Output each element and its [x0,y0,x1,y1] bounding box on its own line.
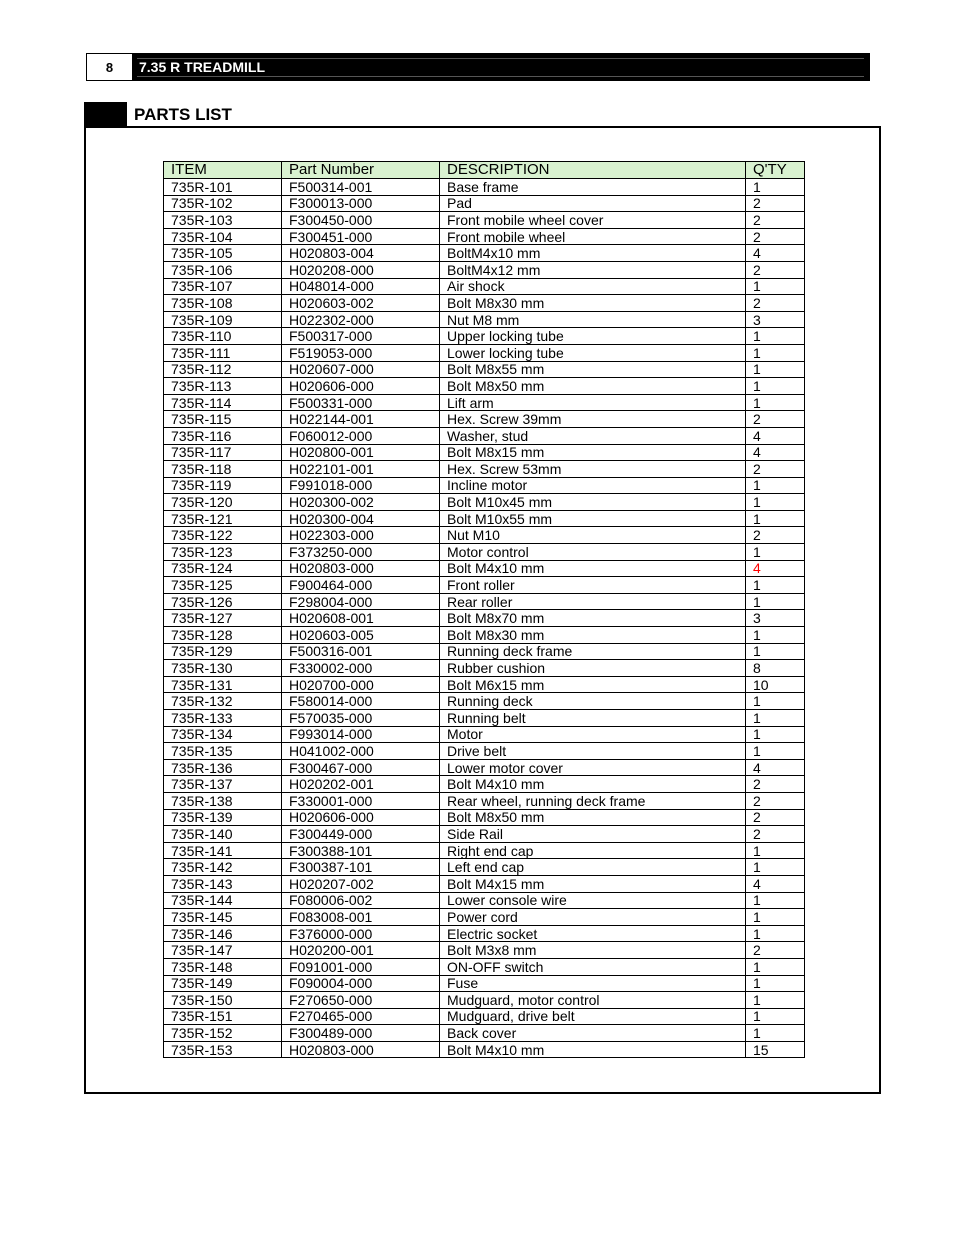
cell-item: 735R-137 [164,776,282,793]
cell-part-number: H020603-005 [282,627,440,644]
cell-item: 735R-142 [164,859,282,876]
cell-part-number: H020606-000 [282,809,440,826]
cell-part-number: H022302-000 [282,311,440,328]
cell-part-number: H020700-000 [282,676,440,693]
column-header-description: DESCRIPTION [440,162,746,179]
cell-item: 735R-128 [164,627,282,644]
cell-item: 735R-143 [164,875,282,892]
cell-description: Incline motor [440,477,746,494]
cell-description: Electric socket [440,925,746,942]
cell-part-number: F373250-000 [282,544,440,561]
cell-item: 735R-134 [164,726,282,743]
cell-qty: 2 [746,527,805,544]
cell-description: BoltM4x12 mm [440,261,746,278]
cell-qty: 1 [746,494,805,511]
cell-description: Running deck frame [440,643,746,660]
cell-description: Bolt M4x10 mm [440,776,746,793]
cell-description: Running deck [440,693,746,710]
cell-item: 735R-151 [164,1008,282,1025]
cell-part-number: H022101-001 [282,461,440,478]
cell-item: 735R-121 [164,510,282,527]
cell-description: Hex. Screw 53mm [440,461,746,478]
table-row [164,311,805,328]
cell-part-number: H020208-000 [282,261,440,278]
table-row [164,444,805,461]
header-title-bar [133,53,870,81]
table-row [164,494,805,511]
cell-item: 735R-144 [164,892,282,909]
table-row [164,510,805,527]
cell-qty: 1 [746,577,805,594]
table-row [164,859,805,876]
table-row [164,975,805,992]
cell-part-number: F270465-000 [282,1008,440,1025]
cell-part-number: F300467-000 [282,759,440,776]
cell-qty: 2 [746,776,805,793]
table-row [164,477,805,494]
cell-item: 735R-102 [164,195,282,212]
cell-qty: 2 [746,411,805,428]
cell-qty: 1 [746,992,805,1009]
cell-description: Washer, stud [440,427,746,444]
cell-item: 735R-118 [164,461,282,478]
cell-description: Fuse [440,975,746,992]
section-title: PARTS LIST [134,105,232,124]
cell-description: Lower locking tube [440,344,746,361]
table-row [164,344,805,361]
table-row [164,743,805,760]
cell-item: 735R-141 [164,842,282,859]
table-row [164,776,805,793]
cell-part-number: F500316-001 [282,643,440,660]
table-row [164,842,805,859]
cell-description: Nut M10 [440,527,746,544]
cell-qty: 1 [746,179,805,196]
cell-qty: 1 [746,593,805,610]
cell-description: Running belt [440,710,746,727]
cell-item: 735R-135 [164,743,282,760]
table-row [164,826,805,843]
cell-part-number: H020803-000 [282,560,440,577]
cell-item: 735R-105 [164,245,282,262]
column-header-item: ITEM [164,162,282,179]
cell-description: Bolt M8x50 mm [440,809,746,826]
cell-description: Rear roller [440,593,746,610]
table-row [164,676,805,693]
cell-item: 735R-111 [164,344,282,361]
table-row [164,875,805,892]
cell-item: 735R-114 [164,394,282,411]
cell-part-number: F500314-001 [282,179,440,196]
cell-part-number: F900464-000 [282,577,440,594]
cell-item: 735R-113 [164,378,282,395]
cell-item: 735R-120 [164,494,282,511]
cell-description: Bolt M8x15 mm [440,444,746,461]
table-row [164,726,805,743]
cell-qty: 4 [746,560,805,577]
cell-part-number: F519053-000 [282,344,440,361]
cell-description: Bolt M10x45 mm [440,494,746,511]
table-row [164,643,805,660]
table-row [164,809,805,826]
cell-item: 735R-130 [164,660,282,677]
cell-item: 735R-107 [164,278,282,295]
table-row [164,942,805,959]
cell-qty: 1 [746,510,805,527]
cell-part-number: H020603-002 [282,295,440,312]
parts-table-header [164,162,805,179]
cell-item: 735R-104 [164,228,282,245]
cell-description: Hex. Screw 39mm [440,411,746,428]
cell-qty: 2 [746,228,805,245]
cell-description: Drive belt [440,743,746,760]
cell-qty: 1 [746,842,805,859]
cell-item: 735R-152 [164,1025,282,1042]
cell-description: Bolt M4x15 mm [440,875,746,892]
cell-qty: 1 [746,909,805,926]
cell-part-number: H041002-000 [282,743,440,760]
cell-part-number: F080006-002 [282,892,440,909]
header-row [164,162,805,179]
cell-qty: 1 [746,328,805,345]
cell-qty: 1 [746,892,805,909]
cell-item: 735R-110 [164,328,282,345]
cell-description: Base frame [440,179,746,196]
cell-part-number: F300449-000 [282,826,440,843]
cell-qty: 1 [746,975,805,992]
cell-part-number: H020608-001 [282,610,440,627]
column-header-qty: Q'TY [746,162,805,179]
table-row [164,328,805,345]
cell-part-number: F300013-000 [282,195,440,212]
cell-description: Side Rail [440,826,746,843]
cell-part-number: H020800-001 [282,444,440,461]
cell-description: Bolt M8x50 mm [440,378,746,395]
cell-description: Bolt M8x30 mm [440,295,746,312]
cell-description: Rear wheel, running deck frame [440,792,746,809]
cell-description: Lift arm [440,394,746,411]
cell-item: 735R-153 [164,1041,282,1058]
cell-description: Left end cap [440,859,746,876]
cell-item: 735R-109 [164,311,282,328]
cell-part-number: H020202-001 [282,776,440,793]
table-row [164,610,805,627]
cell-item: 735R-112 [164,361,282,378]
cell-item: 735R-131 [164,676,282,693]
parts-table-body [164,179,805,1058]
table-row [164,560,805,577]
table-row [164,261,805,278]
table-row [164,992,805,1009]
cell-item: 735R-139 [164,809,282,826]
cell-description: Bolt M10x55 mm [440,510,746,527]
cell-description: Bolt M4x10 mm [440,560,746,577]
cell-part-number: F298004-000 [282,593,440,610]
table-row [164,909,805,926]
cell-description: Bolt M8x70 mm [440,610,746,627]
cell-qty: 4 [746,875,805,892]
cell-part-number: F993014-000 [282,726,440,743]
cell-part-number: F300450-000 [282,212,440,229]
table-row [164,278,805,295]
cell-part-number: H020606-000 [282,378,440,395]
cell-qty: 1 [746,958,805,975]
cell-item: 735R-149 [164,975,282,992]
cell-qty: 1 [746,859,805,876]
table-row [164,958,805,975]
cell-item: 735R-129 [164,643,282,660]
cell-part-number: F570035-000 [282,710,440,727]
cell-qty: 1 [746,544,805,561]
cell-part-number: F500317-000 [282,328,440,345]
cell-part-number: F376000-000 [282,925,440,942]
cell-item: 735R-140 [164,826,282,843]
cell-item: 735R-145 [164,909,282,926]
cell-description: Front roller [440,577,746,594]
table-row [164,378,805,395]
section-marker [84,102,127,127]
table-row [164,759,805,776]
cell-item: 735R-108 [164,295,282,312]
table-row [164,693,805,710]
table-row [164,461,805,478]
cell-item: 735R-148 [164,958,282,975]
cell-part-number: H020200-001 [282,942,440,959]
cell-item: 735R-126 [164,593,282,610]
cell-qty: 1 [746,1008,805,1025]
cell-item: 735R-127 [164,610,282,627]
table-row [164,660,805,677]
cell-description: Air shock [440,278,746,295]
cell-qty: 1 [746,477,805,494]
cell-qty: 1 [746,743,805,760]
cell-qty: 2 [746,295,805,312]
cell-description: Front mobile wheel [440,228,746,245]
cell-qty: 8 [746,660,805,677]
cell-description: Bolt M8x55 mm [440,361,746,378]
cell-item: 735R-106 [164,261,282,278]
column-header-part-number: Part Number [282,162,440,179]
cell-qty: 4 [746,444,805,461]
cell-qty: 1 [746,1025,805,1042]
cell-qty: 4 [746,427,805,444]
table-row [164,1008,805,1025]
cell-item: 735R-136 [164,759,282,776]
cell-item: 735R-101 [164,179,282,196]
cell-part-number: F300388-101 [282,842,440,859]
cell-part-number: H020607-000 [282,361,440,378]
table-row [164,228,805,245]
cell-qty: 1 [746,278,805,295]
cell-part-number: H048014-000 [282,278,440,295]
cell-item: 735R-119 [164,477,282,494]
cell-qty: 15 [746,1041,805,1058]
cell-qty: 1 [746,394,805,411]
table-row [164,892,805,909]
cell-part-number: H022303-000 [282,527,440,544]
cell-qty: 3 [746,610,805,627]
cell-description: Rubber cushion [440,660,746,677]
cell-description: Bolt M4x10 mm [440,1041,746,1058]
cell-qty: 1 [746,627,805,644]
table-row [164,427,805,444]
cell-qty: 1 [746,726,805,743]
table-row [164,593,805,610]
cell-item: 735R-124 [164,560,282,577]
table-row [164,544,805,561]
table-row [164,212,805,229]
cell-part-number: H020803-000 [282,1041,440,1058]
cell-part-number: F090004-000 [282,975,440,992]
cell-item: 735R-123 [164,544,282,561]
cell-description: Lower motor cover [440,759,746,776]
cell-qty: 2 [746,809,805,826]
table-row [164,179,805,196]
table-row [164,925,805,942]
cell-qty: 3 [746,311,805,328]
cell-item: 735R-116 [164,427,282,444]
cell-part-number: F580014-000 [282,693,440,710]
cell-part-number: H020300-004 [282,510,440,527]
cell-part-number: F300489-000 [282,1025,440,1042]
parts-table [163,161,805,1058]
cell-item: 735R-132 [164,693,282,710]
cell-qty: 1 [746,643,805,660]
cell-item: 735R-146 [164,925,282,942]
cell-description: Pad [440,195,746,212]
cell-qty: 1 [746,693,805,710]
cell-description: Lower console wire [440,892,746,909]
document-title: 7.35 R TREADMILL [139,59,266,75]
cell-description: Nut M8 mm [440,311,746,328]
cell-description: Front mobile wheel cover [440,212,746,229]
cell-description: Mudguard, motor control [440,992,746,1009]
cell-qty: 2 [746,942,805,959]
table-row [164,1025,805,1042]
page-header [86,53,870,81]
cell-part-number: F300451-000 [282,228,440,245]
cell-part-number: F330002-000 [282,660,440,677]
cell-qty: 4 [746,245,805,262]
cell-qty: 2 [746,826,805,843]
cell-description: Motor [440,726,746,743]
table-row [164,627,805,644]
cell-part-number: F091001-000 [282,958,440,975]
cell-qty: 4 [746,759,805,776]
table-row [164,1041,805,1058]
page-number: 8 [86,53,133,81]
cell-item: 735R-117 [164,444,282,461]
cell-qty: 2 [746,261,805,278]
cell-description: Bolt M3x8 mm [440,942,746,959]
table-row [164,710,805,727]
table-row [164,295,805,312]
cell-description: Back cover [440,1025,746,1042]
cell-qty: 1 [746,925,805,942]
cell-part-number: H020300-002 [282,494,440,511]
cell-part-number: H020803-004 [282,245,440,262]
cell-item: 735R-122 [164,527,282,544]
cell-qty: 1 [746,344,805,361]
cell-qty: 2 [746,792,805,809]
cell-description: Upper locking tube [440,328,746,345]
cell-qty: 2 [746,195,805,212]
cell-description: Right end cap [440,842,746,859]
cell-item: 735R-138 [164,792,282,809]
cell-part-number: F300387-101 [282,859,440,876]
cell-part-number: F330001-000 [282,792,440,809]
cell-part-number: F270650-000 [282,992,440,1009]
cell-qty: 1 [746,710,805,727]
cell-item: 735R-115 [164,411,282,428]
table-row [164,195,805,212]
cell-qty: 1 [746,361,805,378]
table-row [164,361,805,378]
table-row [164,411,805,428]
cell-part-number: H020207-002 [282,875,440,892]
cell-description: ON-OFF switch [440,958,746,975]
cell-description: Mudguard, drive belt [440,1008,746,1025]
cell-item: 735R-147 [164,942,282,959]
cell-description: Motor control [440,544,746,561]
cell-part-number: F083008-001 [282,909,440,926]
cell-item: 735R-150 [164,992,282,1009]
cell-description: Bolt M6x15 mm [440,676,746,693]
table-row [164,527,805,544]
table-row [164,245,805,262]
cell-item: 735R-103 [164,212,282,229]
cell-qty: 2 [746,212,805,229]
cell-description: Bolt M8x30 mm [440,627,746,644]
cell-description: Power cord [440,909,746,926]
cell-part-number: F991018-000 [282,477,440,494]
cell-part-number: F500331-000 [282,394,440,411]
cell-item: 735R-133 [164,710,282,727]
cell-part-number: H022144-001 [282,411,440,428]
cell-description: BoltM4x10 mm [440,245,746,262]
cell-qty: 10 [746,676,805,693]
cell-part-number: F060012-000 [282,427,440,444]
table-row [164,394,805,411]
table-row [164,577,805,594]
cell-item: 735R-125 [164,577,282,594]
cell-qty: 2 [746,461,805,478]
table-row [164,792,805,809]
cell-qty: 1 [746,378,805,395]
